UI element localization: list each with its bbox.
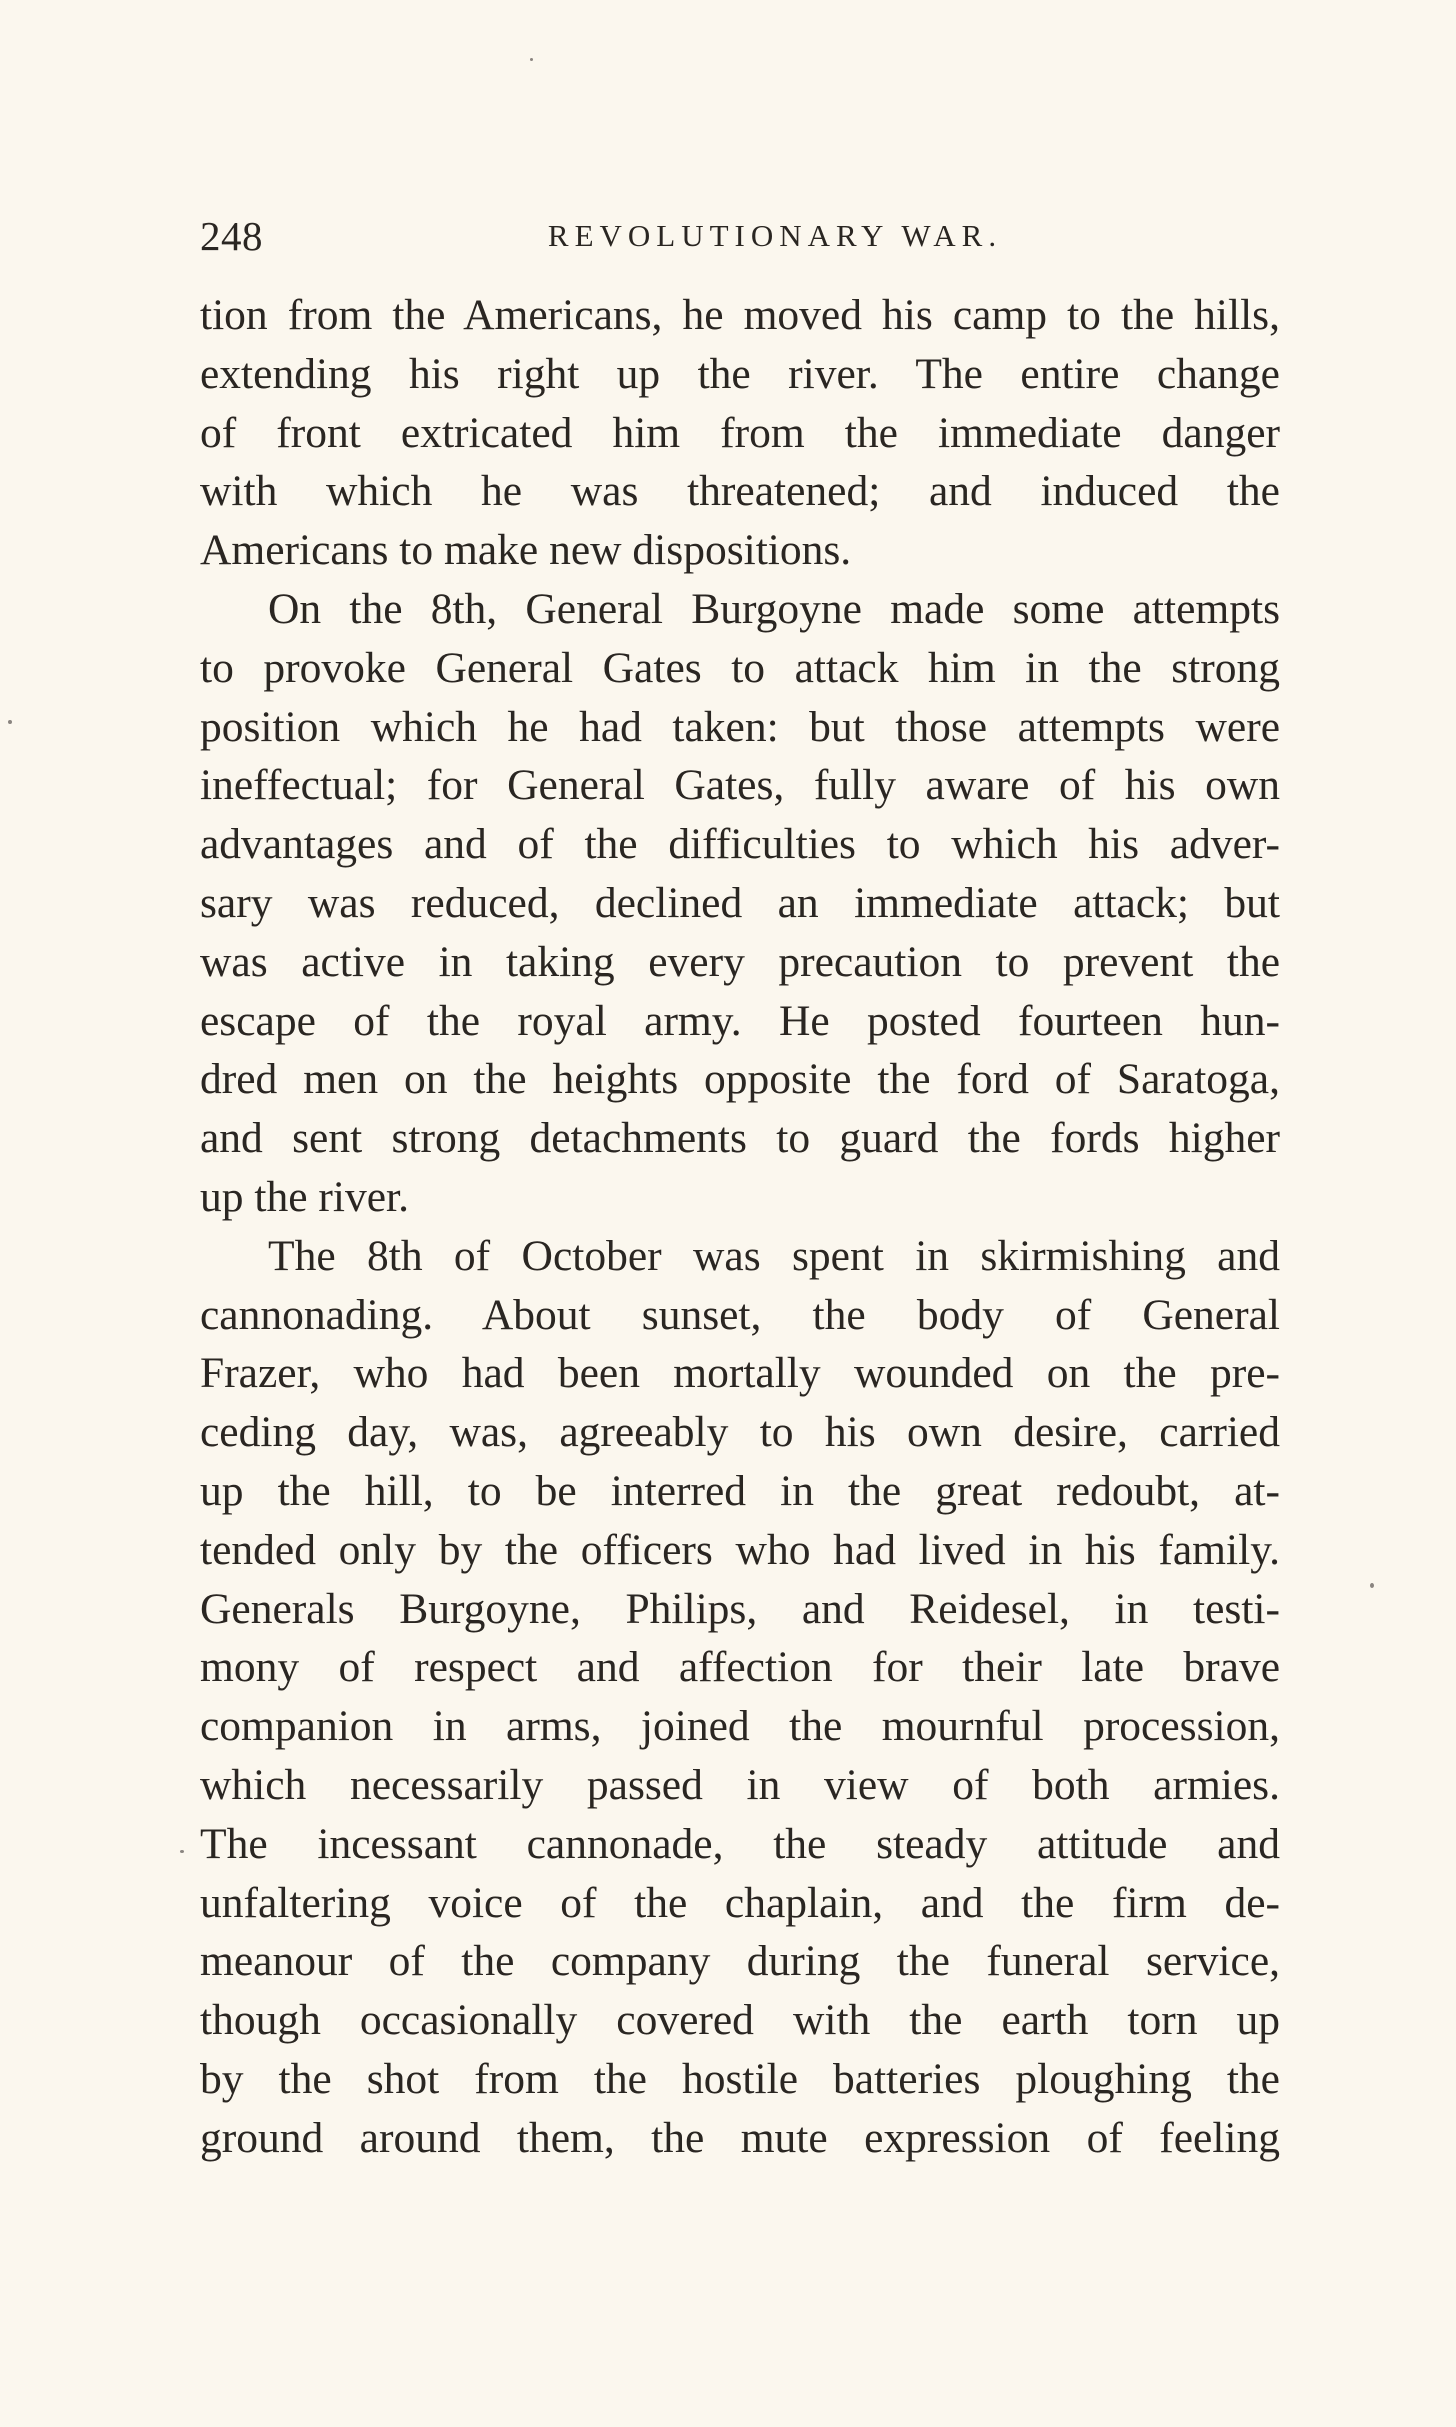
text-line: up the river. (200, 1172, 409, 1221)
text-line: tion from the Americans, he moved his camp to the hills, (200, 291, 1280, 339)
text-line: extending his right up the river. The entire change (200, 349, 1280, 398)
text-line: by the shot from the hostile batteries ploughing the (200, 2054, 1280, 2103)
text-line: unfaltering voice of the chaplain, and the firm de- (200, 1878, 1280, 1927)
text-line: Americans to make new dispositions. (200, 526, 852, 575)
text-line: Generals Burgoyne, Philips, and Reidesel, in testi- (200, 1584, 1280, 1633)
running-head: REVOLUTIONARY WAR. (547, 218, 1003, 253)
text-line: tended only by the officers who had lived in his family. (200, 1525, 1280, 1574)
text-line: though occasionally covered with the earth torn up (200, 1996, 1280, 2045)
text-line: companion in arms, joined the mournful procession, (200, 1702, 1280, 1751)
text-line: ground around them, the mute expression of feeling (200, 2113, 1280, 2162)
text-line: escape of the royal army. He posted fourteen hun- (200, 996, 1280, 1045)
text-line: of front extricated him from the immediate danger (200, 408, 1280, 457)
text-line: ceding day, was, agreeably to his own desire, carried (200, 1408, 1280, 1457)
text-line: and sent strong detachments to guard the fords higher (200, 1114, 1280, 1163)
text-line: to provoke General Gates to attack him in the strong (200, 643, 1280, 692)
text-line: position which he had taken: but those attempts were (200, 702, 1280, 751)
text-line: sary was reduced, declined an immediate attack; but (200, 878, 1280, 927)
body-text (200, 286, 1280, 2168)
text-line: advantages and of the difficulties to which his adver- (200, 820, 1280, 869)
print-speck (1370, 1583, 1374, 1588)
text-line: meanour of the company during the funeral service, (200, 1937, 1280, 1986)
text-line: ineffectual; for General Gates, fully aware of his own (200, 761, 1280, 810)
text-line: up the hill, to be interred in the great redoubt, at- (200, 1466, 1280, 1515)
paragraph (200, 580, 1280, 1227)
paragraph (200, 286, 1280, 580)
text-line: The incessant cannonade, the steady attitude and (200, 1819, 1280, 1868)
text-line: cannonading. About sunset, the body of General (200, 1290, 1280, 1339)
text-line: Frazer, who had been mortally wounded on the pre- (200, 1349, 1280, 1398)
page-number: 248 (200, 213, 263, 259)
text-line: dred men on the heights opposite the ford of Saratoga, (200, 1055, 1280, 1104)
text-line: was active in taking every precaution to prevent the (200, 937, 1280, 986)
text-line: The 8th of October was spent in skirmishing and (268, 1231, 1280, 1280)
text-line: with which he was threatened; and induced the (200, 467, 1280, 516)
page-header (200, 212, 1280, 272)
text-line: On the 8th, General Burgoyne made some attempts (268, 584, 1280, 633)
print-speck (8, 720, 12, 724)
print-speck (530, 58, 533, 61)
paragraph (200, 1227, 1280, 2168)
text-line: which necessarily passed in view of both armies. (200, 1760, 1280, 1809)
print-speck (180, 1850, 184, 1853)
text-line: mony of respect and affection for their late brave (200, 1643, 1280, 1692)
